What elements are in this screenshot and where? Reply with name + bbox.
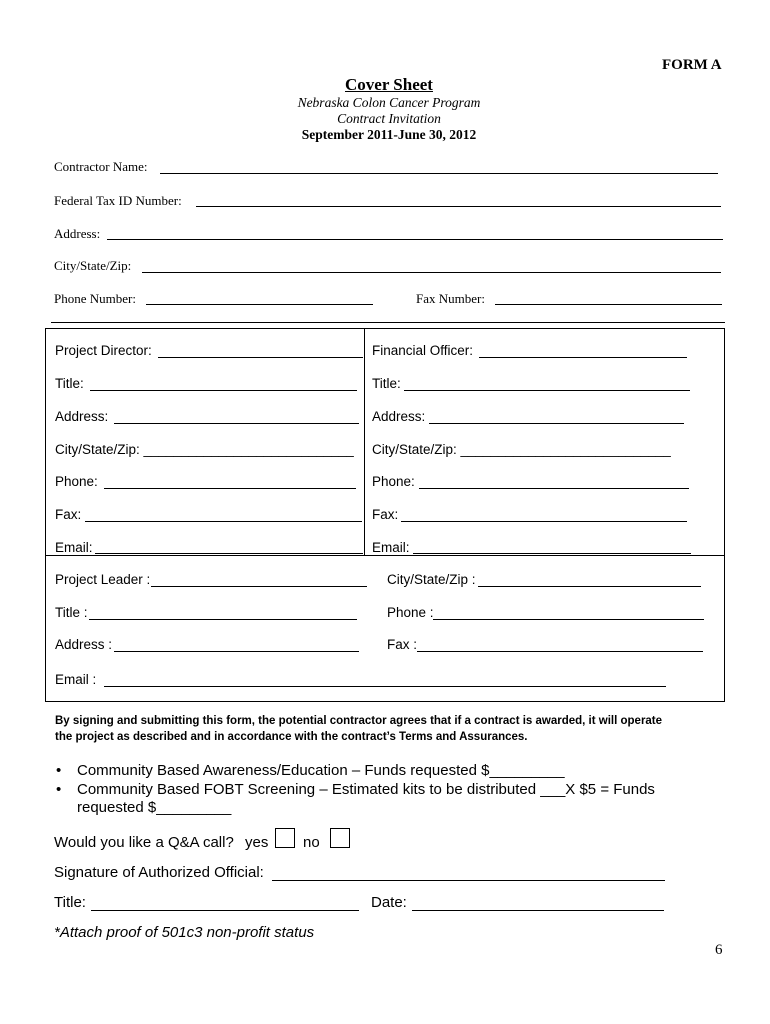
leader-name-label: Project Leader : [55,572,151,587]
director-phone-field[interactable] [104,488,356,489]
tax-id-field[interactable] [196,206,721,207]
director-name-label: Project Director: [55,343,152,358]
financial-phone-field[interactable] [419,488,689,489]
financial-email-field[interactable] [413,553,691,554]
signature-title-label: Title: [54,894,86,911]
qa-question: Would you like a Q&A call? [54,834,234,851]
financial-fax-label: Fax: [372,507,399,522]
financial-title-field[interactable] [404,390,690,391]
director-phone-label: Phone: [55,474,98,489]
financial-city-label: City/State/Zip: ____________________________ [372,442,671,457]
section-divider [51,322,725,323]
page-number: 6 [715,942,723,958]
contractor-name-label: Contractor Name: [54,159,148,174]
financial-address-label: Address: [372,409,426,424]
agreement-text-line2: the project as described and in accordance with the contract’s Terms and Assurances. [55,731,528,743]
leader-address-label: Address : [55,637,113,652]
bullet-item-fobt-cont: requested $_________ [77,799,232,816]
leader-title-label: Title : [55,605,88,620]
signature-title-field[interactable] [91,910,359,911]
director-name-field[interactable] [158,357,363,358]
signature-field[interactable] [272,880,665,881]
qa-yes-label: yes [245,834,269,851]
qa-no-checkbox[interactable] [330,828,350,848]
agreement-text-line1: By signing and submitting this form, the potential contractor agrees that if a contract is awarded, it will operate [55,715,663,727]
director-title-field[interactable] [90,390,357,391]
leader-fax-label: Fax : [387,637,418,652]
bullet-item-fobt: Community Based FOBT Screening – Estimated kits to be distributed ___X $5 = Funds [77,781,655,798]
financial-name-label: Financial Officer: [372,343,474,358]
leader-address-field[interactable] [114,651,359,652]
contractor-city-field[interactable] [142,272,721,273]
page-title: Cover Sheet [345,75,433,94]
financial-address-field[interactable] [429,423,684,424]
contacts-table-row-divider [46,555,724,556]
bullet-icon: • [56,762,62,779]
form-label: FORM A [662,57,722,73]
contractor-address-label: Address: [54,226,101,241]
director-fax-field[interactable] [85,521,362,522]
bullet-item-awareness: Community Based Awareness/Education – Funds requested $_________ [77,762,565,779]
contractor-phone-label: Phone Number: [54,291,136,306]
leader-phone-label: Phone : [387,605,434,620]
signature-date-label: Date: [371,894,407,911]
director-city-label: City/State/Zip: ____________________________ [55,442,354,457]
financial-phone-label: Phone: [372,474,415,489]
financial-fax-field[interactable] [401,521,687,522]
page-subtitle: Contract Invitation [337,111,441,126]
contractor-address-field[interactable] [107,239,723,240]
leader-email-field[interactable] [104,686,666,687]
financial-title-label: Title: [372,376,401,391]
contractor-city-label: City/State/Zip: [54,258,132,273]
leader-city-field[interactable] [478,586,701,587]
contractor-phone-field[interactable] [146,304,373,305]
contract-period: September 2011-June 30, 2012 [301,127,477,142]
contacts-table-divider [364,329,365,555]
financial-email-label: Email: [372,540,410,555]
leader-title-field[interactable] [89,619,357,620]
contractor-fax-field[interactable] [495,304,722,305]
director-fax-label: Fax: [55,507,82,522]
leader-city-label: City/State/Zip : [387,572,476,587]
contractor-fax-label: Fax Number: [416,291,485,306]
director-address-field[interactable] [114,423,359,424]
director-email-field[interactable] [95,553,363,554]
director-email-label: Email: [55,540,93,555]
nonprofit-note: *Attach proof of 501c3 non-profit status [54,924,315,941]
signature-label: Signature of Authorized Official: [54,864,264,881]
bullet-icon: • [56,781,62,798]
signature-date-field[interactable] [412,910,664,911]
leader-email-label: Email : [55,672,97,687]
leader-fax-field[interactable] [417,651,703,652]
qa-no-label: no [303,834,320,851]
contractor-name-field[interactable] [160,173,718,174]
tax-id-label: Federal Tax ID Number: [54,193,182,208]
director-title-label: Title: [55,376,84,391]
leader-phone-field[interactable] [433,619,704,620]
financial-name-field[interactable] [479,357,687,358]
program-name: Nebraska Colon Cancer Program [297,95,481,110]
leader-name-field[interactable] [151,586,367,587]
qa-yes-checkbox[interactable] [275,828,295,848]
director-address-label: Address: [55,409,109,424]
